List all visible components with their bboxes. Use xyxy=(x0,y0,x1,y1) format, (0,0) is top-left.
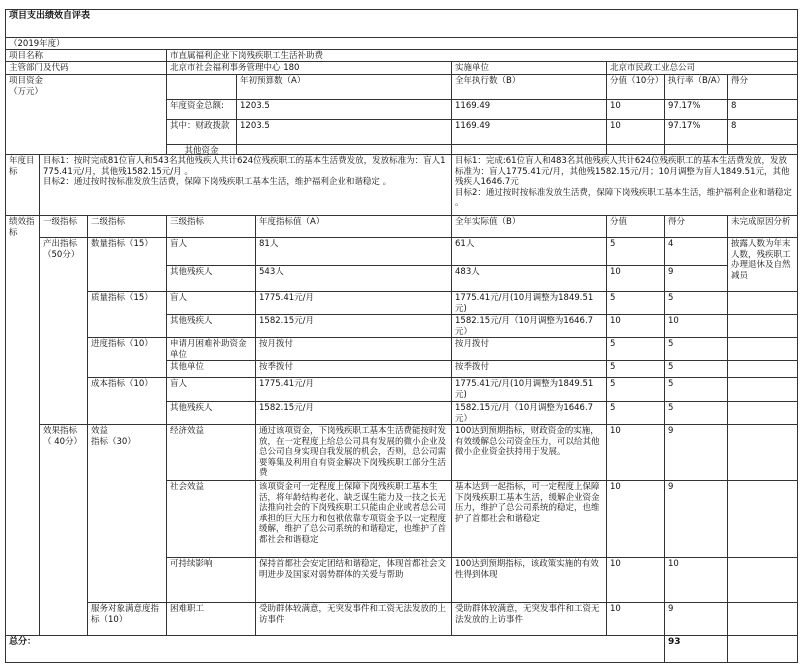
fund-row-budget xyxy=(236,144,452,155)
row-actual: 按季拨付 xyxy=(451,360,607,378)
fund-row-budget: 1203.5 xyxy=(236,99,452,120)
row-target: 81人 xyxy=(255,237,452,266)
fiscal-year: （2019年度） xyxy=(5,37,798,50)
row-actual: 100达到预期指标，财政资金的实施，有效缓解总公司资金压力，可以给其他微小企业资金扶持用于发展。 xyxy=(451,424,607,481)
row-got: 10 xyxy=(664,314,728,338)
fund-row-rate: 97.17% xyxy=(664,99,728,120)
header-level2: 二级指标 xyxy=(87,215,167,238)
row-got: 9 xyxy=(664,480,728,558)
row-score: 10 xyxy=(606,557,665,603)
row-score: 5 xyxy=(606,237,665,266)
row-score: 5 xyxy=(606,291,665,315)
row-got: 5 xyxy=(664,291,728,315)
fund-header-score: 分值（10分） xyxy=(606,74,665,100)
total-score: 93 xyxy=(664,635,728,663)
fund-row-executed: 1169.49 xyxy=(451,99,607,120)
row-level3: 社会效益 xyxy=(166,480,256,558)
row-actual: 按月拨付 xyxy=(451,337,607,361)
header-got: 得分 xyxy=(664,215,728,238)
total-blank xyxy=(727,635,798,663)
header-target: 年度指标值（A） xyxy=(255,215,452,238)
row-actual: 1775.41元/月(10月调整为1849.51元) xyxy=(451,377,607,402)
fund-row-budget: 1203.5 xyxy=(236,119,452,145)
dept-value: 北京市社会福利事务管理中心 180 xyxy=(166,61,452,75)
row-target: 1582.15元/月 xyxy=(255,314,452,338)
row-got: 9 xyxy=(664,424,728,481)
row-got: 5 xyxy=(664,401,728,425)
row-actual: 483人 xyxy=(451,265,607,292)
row-reason xyxy=(727,360,798,378)
fund-row-score: 10 xyxy=(606,119,665,145)
row-level3: 盲人 xyxy=(166,377,256,402)
row-target: 1775.41元/月 xyxy=(255,377,452,402)
row-level3: 盲人 xyxy=(166,237,256,266)
row-score: 5 xyxy=(606,401,665,425)
row-got: 9 xyxy=(664,265,728,292)
row-score: 10 xyxy=(606,480,665,558)
impl-value: 北京市民政工业总公司 xyxy=(606,61,798,75)
header-level1: 一级指标 xyxy=(39,215,88,238)
fund-header-blank xyxy=(166,74,237,100)
row-target: 1582.15元/月 xyxy=(255,401,452,425)
fund-row-executed: 1169.49 xyxy=(451,119,607,145)
row-score: 10 xyxy=(606,314,665,338)
row-target: 按季拨付 xyxy=(255,360,452,378)
row-reason xyxy=(727,377,798,402)
fund-row-got xyxy=(727,144,798,155)
fund-row-label: 年度资金总额: xyxy=(166,99,237,120)
fund-header-budget: 年初预算数（A） xyxy=(236,74,452,100)
row-level3: 其他单位 xyxy=(166,360,256,378)
row-level3: 可持续影响 xyxy=(166,557,256,603)
row-got: 4 xyxy=(664,237,728,266)
fund-label: 项目资金 （万元） xyxy=(5,74,167,155)
row-got: 5 xyxy=(664,377,728,402)
row-actual: 1582.15元/月（10月调整为1646.7元） xyxy=(451,314,607,338)
project-name-label: 项目名称 xyxy=(5,49,167,62)
row-reason xyxy=(727,602,798,636)
project-name-value: 市直属福利企业下岗残疾职工生活补助费 xyxy=(166,49,798,62)
row-reason xyxy=(727,557,798,603)
group-satisfaction: 服务对象满意度指标（10） xyxy=(87,602,167,636)
header-score: 分值 xyxy=(606,215,665,238)
header-level3: 三级指标 xyxy=(166,215,256,238)
goals-actual: 目标1：完成:61位盲人和483名其他残疾人共计624位残疾职工的基本生活费发放，发放标准为：盲人1775.41元/月，其他残1582.15元/月；10月调整为盲人1849.51元，其他残疾人1646.7元 目标2：通过按时按标准发放生活费，保障下岗残疾职工基本生活，维护福利企业和谐稳定 。 xyxy=(451,154,798,216)
group-progress: 进度指标（10） xyxy=(87,337,167,378)
dept-label: 主管部门及代码 xyxy=(5,61,167,75)
row-actual: 受助群体较满意，无突发事件和工资无法发放的上访事件 xyxy=(451,602,607,636)
fund-row-score xyxy=(606,144,665,155)
table-title: 项目支出绩效自评表 xyxy=(5,9,798,38)
fund-row-label: 其中：财政拨款 xyxy=(166,119,237,145)
row-level3: 其他残疾人 xyxy=(166,265,256,292)
fund-row-executed xyxy=(451,144,607,155)
row-level3: 盲人 xyxy=(166,291,256,315)
perf-label: 绩效指标 xyxy=(5,215,40,636)
effect-indicator-label: 效果指标 （ 40分） xyxy=(39,424,88,636)
impl-label: 实施单位 xyxy=(451,61,607,75)
row-score: 10 xyxy=(606,424,665,481)
row-target: 543人 xyxy=(255,265,452,292)
row-got: 5 xyxy=(664,337,728,361)
fund-row-label: 其他资金 xyxy=(166,144,237,155)
row-level3: 困难职工 xyxy=(166,602,256,636)
total-label: 总分： xyxy=(5,635,665,663)
row-target: 该项资金可一定程度上保障下岗残疾职工基本生活，将年龄结构老化、缺乏谋生能力及一技之长无法推向社会的下岗残疾职工只能由企业或者总公司承担的巨大压力和包袱依靠专项资金予以一定程度缓解，维护了总公司系统的和谐稳定，也维护了首都社会和谐稳定 xyxy=(255,480,452,558)
fund-row-got: 8 xyxy=(727,119,798,145)
row-target: 通过该项资金，下岗残疾职工基本生活费能按时发放，在一定程度上给总公司具有发展的微小企业及总公司自身实现自我发展的机会，否则，总公司需要筹集及利用自有资金解决下岗残疾职工部分生活费 xyxy=(255,424,452,481)
row-got: 9 xyxy=(664,602,728,636)
goals-label: 年度目标 xyxy=(5,154,40,216)
row-target: 按月拨付 xyxy=(255,337,452,361)
row-actual: 1775.41元/月(10月调整为1849.51元) xyxy=(451,291,607,315)
row-target: 受助群体较满意，无突发事件和工资无法发放的上访事件 xyxy=(255,602,452,636)
fund-header-rate: 执行率（B/A） xyxy=(664,74,728,100)
row-score: 5 xyxy=(606,360,665,378)
group-benefit: 效益 指标（30） xyxy=(87,424,167,603)
row-reason xyxy=(727,337,798,361)
row-reason xyxy=(727,291,798,315)
row-score: 10 xyxy=(606,265,665,292)
row-reason xyxy=(727,480,798,558)
row-actual: 100达到预期指标，该政策实施的有效性得到体现 xyxy=(451,557,607,603)
row-level3: 其他残疾人 xyxy=(166,401,256,425)
row-level3: 其他残疾人 xyxy=(166,314,256,338)
group-cost: 成本指标（10） xyxy=(87,377,167,425)
row-got: 10 xyxy=(664,557,728,603)
fund-row-rate xyxy=(664,144,728,155)
row-got: 5 xyxy=(664,360,728,378)
row-reason xyxy=(727,424,798,481)
row-reason xyxy=(727,314,798,338)
row-target: 1775.41元/月 xyxy=(255,291,452,315)
output-indicator-label: 产出指标 （50分） xyxy=(39,237,88,425)
row-reason xyxy=(727,401,798,425)
row-level3: 申请月困难补助资金单位 xyxy=(166,337,256,361)
goals-planned: 目标1：按时完成81位盲人和543名其他残疾人共计624位残疾职工的基本生活费发放，发放标准为：盲人1775.41元/月，其他残1582.15元/月 。 目标2：通过按时按标准发放生活费，保障下岗残疾职工基本生活，维护福利企业和谐稳定 。 xyxy=(39,154,452,216)
row-level3: 经济效益 xyxy=(166,424,256,481)
row-actual: 基本达到一起指标，可一定程度上保障下岗残疾职工基本生活，缓解企业资金压力，维护了总公司系统的稳定，也维护了首都社会和谐稳定 xyxy=(451,480,607,558)
header-actual: 全年实际值（B） xyxy=(451,215,607,238)
fund-row-rate: 97.17% xyxy=(664,119,728,145)
row-score: 5 xyxy=(606,377,665,402)
group-quantity: 数量指标（15） xyxy=(87,237,167,292)
row-target: 保持首都社会安定团结和谐稳定，体现首都社会文明进步及国家对弱势群体的关爱与帮助 xyxy=(255,557,452,603)
row-actual: 1582.15元/月（10月调整为1646.7元） xyxy=(451,401,607,425)
fund-row-score: 10 xyxy=(606,99,665,120)
fund-row-got: 8 xyxy=(727,99,798,120)
row-score: 5 xyxy=(606,337,665,361)
fund-header-executed: 全年执行数（B） xyxy=(451,74,607,100)
fund-header-got: 得分 xyxy=(727,74,798,100)
reason-quantity: 披露人数为年末人数，残疾职工办理退休及自然减员 xyxy=(727,237,798,292)
row-actual: 61人 xyxy=(451,237,607,266)
header-reason: 未完成原因分析 xyxy=(727,215,798,238)
group-quality: 质量指标（15） xyxy=(87,291,167,338)
row-score: 10 xyxy=(606,602,665,636)
